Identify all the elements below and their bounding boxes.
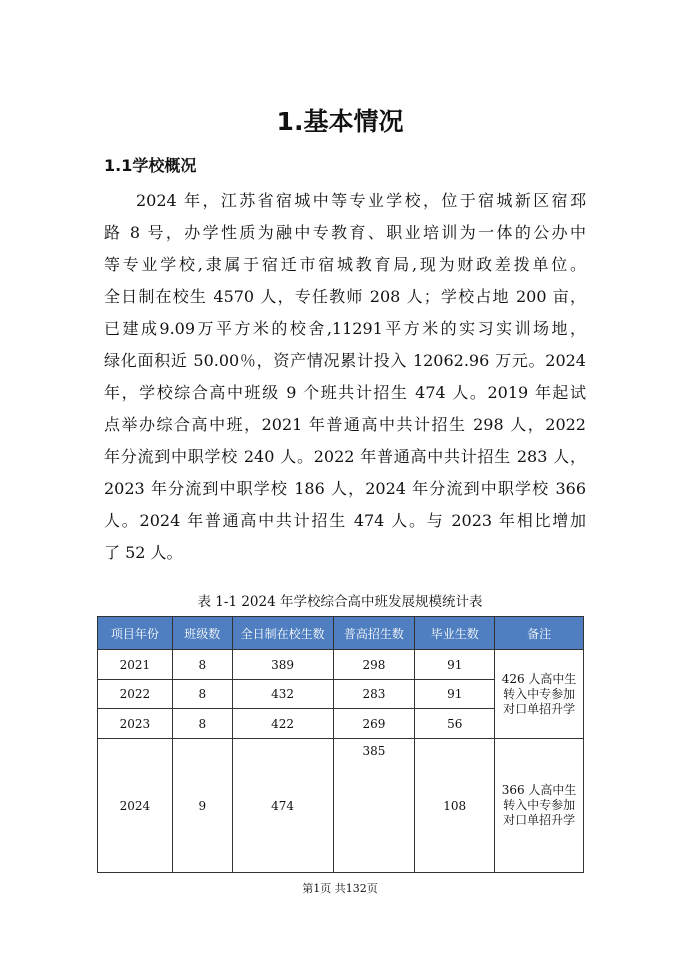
page-footer: 第1页 共132页	[302, 882, 378, 895]
col-header-classes: 班级数	[172, 617, 232, 650]
paragraph-line: 点举办综合高中班，2021 年普通高中共计招生 298 人，2022	[104, 415, 586, 434]
paragraph-line: 全日制在校生 4570 人，专任教师 208 人；学校占地 200 亩，	[104, 287, 586, 306]
table-header-row	[98, 617, 584, 650]
section-heading: 1.1学校概况	[104, 156, 197, 175]
cell-graduates: 91	[415, 650, 495, 680]
cell-graduates: 56	[415, 709, 495, 739]
cell-note: 426 人高中生转入中专参加对口单招升学	[495, 650, 584, 739]
cell-enrolled: 422	[232, 709, 333, 739]
body-paragraph	[104, 185, 586, 569]
col-header-graduates: 毕业生数	[415, 617, 495, 650]
paragraph-line: 等专业学校,隶属于宿迁市宿城教育局,现为财政差拨单位。	[104, 255, 586, 274]
table-row	[98, 650, 584, 680]
col-header-enrolled: 全日制在校生数	[232, 617, 333, 650]
cell-year: 2021	[98, 650, 173, 680]
page-title: 1.基本情况	[276, 107, 404, 136]
cell-year: 2024	[98, 739, 173, 873]
table-caption: 表 1-1 2024 年学校综合高中班发展规模统计表	[197, 594, 483, 610]
paragraph-line: 2024 年，江苏省宿城中等专业学校，位于宿城新区宿邳	[136, 191, 586, 210]
col-header-recruits: 普高招生数	[333, 617, 415, 650]
cell-year: 2022	[98, 680, 173, 709]
stats-table	[97, 616, 584, 873]
cell-classes: 8	[172, 709, 232, 739]
paragraph-line: 人。2024 年普通高中共计招生 474 人。与 2023 年相比增加	[104, 511, 586, 530]
cell-classes: 8	[172, 650, 232, 680]
cell-classes: 9	[172, 739, 232, 873]
cell-recruits: 269	[333, 709, 415, 739]
col-header-year: 项目年份	[98, 617, 173, 650]
cell-classes: 8	[172, 680, 232, 709]
paragraph-line: 2023 年分流到中职学校 186 人，2024 年分流到中职学校 366	[104, 479, 586, 498]
table-row	[98, 739, 584, 873]
paragraph-line: 了 52 人。	[104, 543, 183, 562]
cell-recruits: 385	[333, 739, 415, 873]
paragraph-line: 年，学校综合高中班级 9 个班共计招生 474 人。2019 年起试	[104, 383, 586, 402]
paragraph-line: 绿化面积近 50.00％，资产情况累计投入 12062.96 万元。2024	[104, 351, 586, 370]
paragraph-line: 路 8 号，办学性质为融中专教育、职业培训为一体的公办中	[104, 223, 586, 242]
cell-graduates: 108	[415, 739, 495, 873]
col-header-notes: 备注	[495, 617, 584, 650]
cell-recruits: 283	[333, 680, 415, 709]
cell-recruits: 298	[333, 650, 415, 680]
paragraph-line: 已建成9.09万平方米的校舍,11291平方米的实习实训场地，	[104, 319, 586, 338]
paragraph-line: 年分流到中职学校 240 人。2022 年普通高中共计招生 283 人，	[104, 447, 586, 466]
cell-enrolled: 389	[232, 650, 333, 680]
cell-enrolled: 432	[232, 680, 333, 709]
cell-graduates: 91	[415, 680, 495, 709]
cell-enrolled: 474	[232, 739, 333, 873]
cell-year: 2023	[98, 709, 173, 739]
cell-note: 366 人高中生转入中专参加对口单招升学	[495, 739, 584, 873]
